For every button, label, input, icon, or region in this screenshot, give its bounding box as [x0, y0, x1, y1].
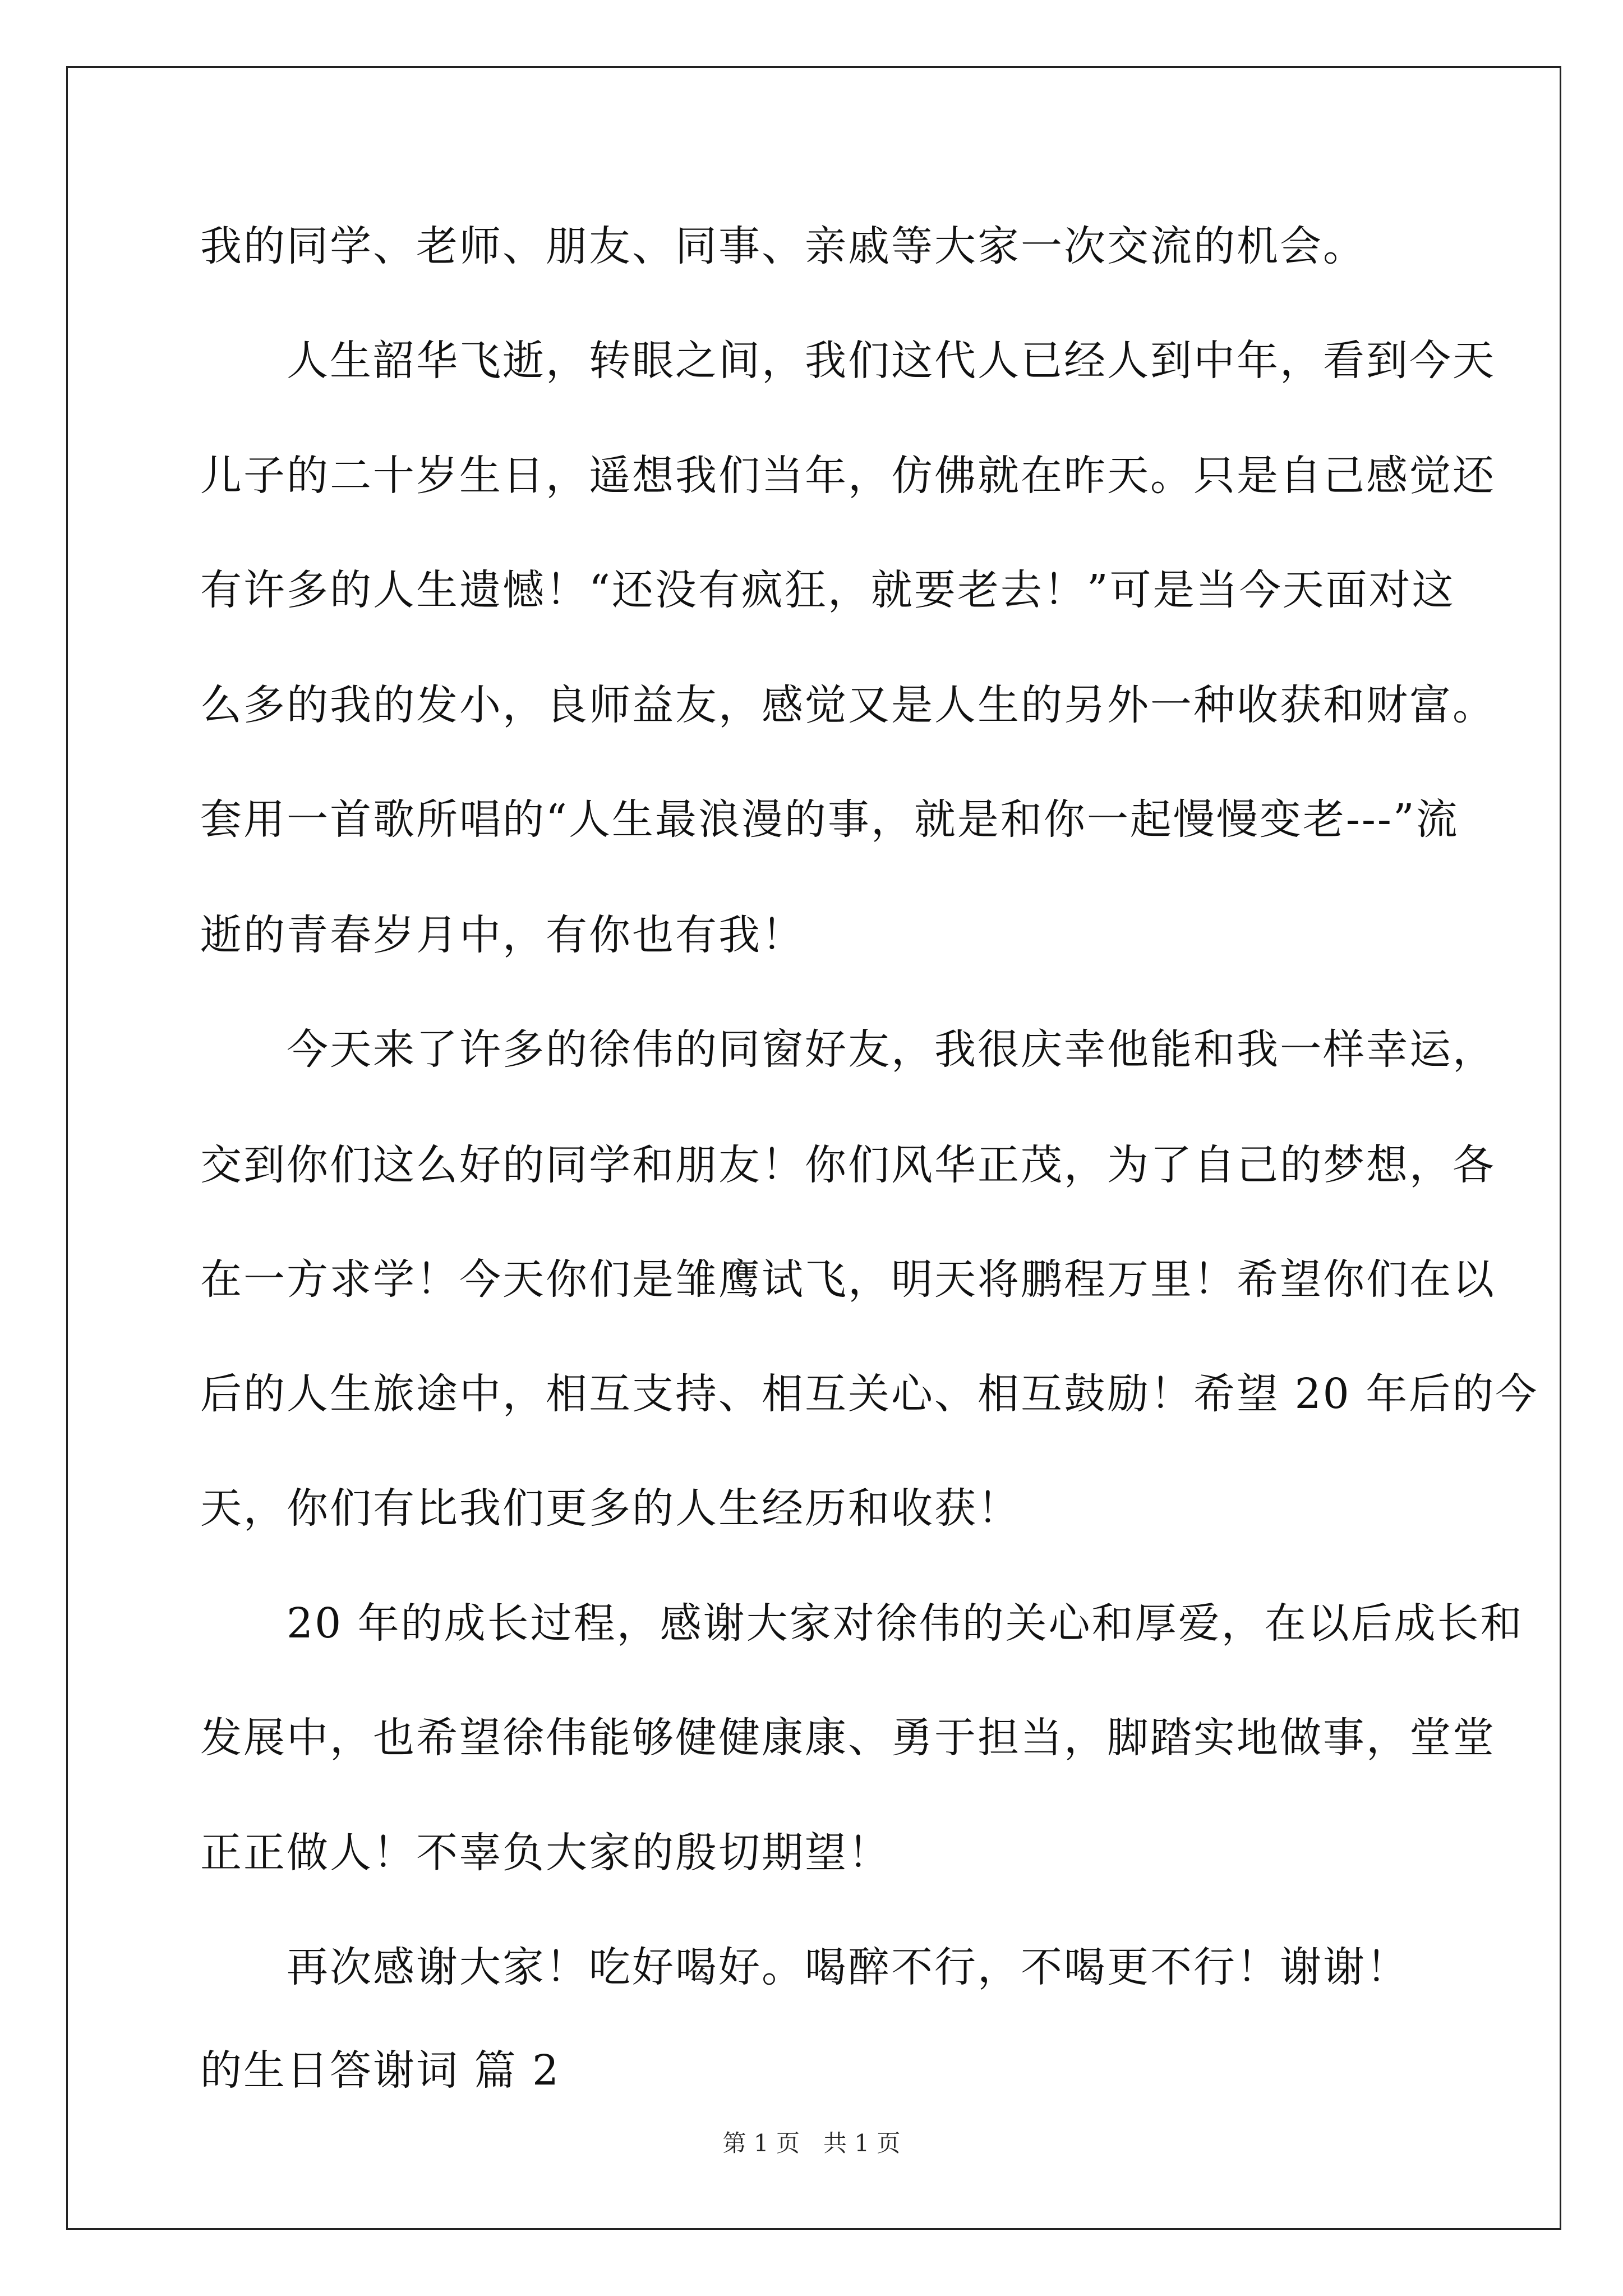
body-line: 我的同学、老师、朋友、同事、亲戚等大家一次交流的机会。: [200, 222, 1366, 270]
section-heading: 的生日答谢词 篇 2: [200, 2046, 561, 2095]
body-line: 有许多的人生遗憾！“还没有疯狂，就要老去！”可是当今天面对这: [200, 566, 1455, 614]
body-line: 人生韶华飞逝，转眼之间，我们这代人已经人到中年，看到今天: [200, 337, 1496, 385]
body-line: 再次感谢大家！吃好喝好。喝醉不行，不喝更不行！谢谢！: [200, 1943, 1409, 1991]
page-footer: 第 1 页 共 1 页: [722, 2129, 901, 2157]
body-line: 天，你们有比我们更多的人生经历和收获！: [200, 1484, 1021, 1533]
body-line: 在一方求学！今天你们是雏鹰试飞，明天将鹏程万里！希望你们在以: [200, 1255, 1496, 1304]
body-line: 套用一首歌所唱的“人生最浪漫的事，就是和你一起慢慢变老---”流: [200, 795, 1459, 844]
body-line: 逝的青春岁月中，有你也有我！: [200, 911, 805, 959]
body-line: 今天来了许多的徐伟的同窗好友，我很庆幸他能和我一样幸运，: [200, 1025, 1496, 1074]
body-line: 儿子的二十岁生日，遥想我们当年，仿佛就在昨天。只是自己感觉还: [200, 452, 1496, 500]
body-line: 20 年的成长过程，感谢大家对徐伟的关心和厚爱，在以后成长和: [200, 1599, 1524, 1648]
body-line: 交到你们这么好的同学和朋友！你们风华正茂，为了自己的梦想，各: [200, 1141, 1496, 1189]
body-line: 发展中，也希望徐伟能够健健康康、勇于担当，脚踏实地做事，堂堂: [200, 1714, 1496, 1762]
body-line: 后的人生旅途中，相互支持、相互关心、相互鼓励！希望 20 年后的今: [200, 1370, 1539, 1418]
body-line: 正正做人！不辜负大家的殷切期望！: [200, 1829, 891, 1877]
body-line: 么多的我的发小，良师益友，感觉又是人生的另外一种收获和财富。: [200, 681, 1496, 729]
